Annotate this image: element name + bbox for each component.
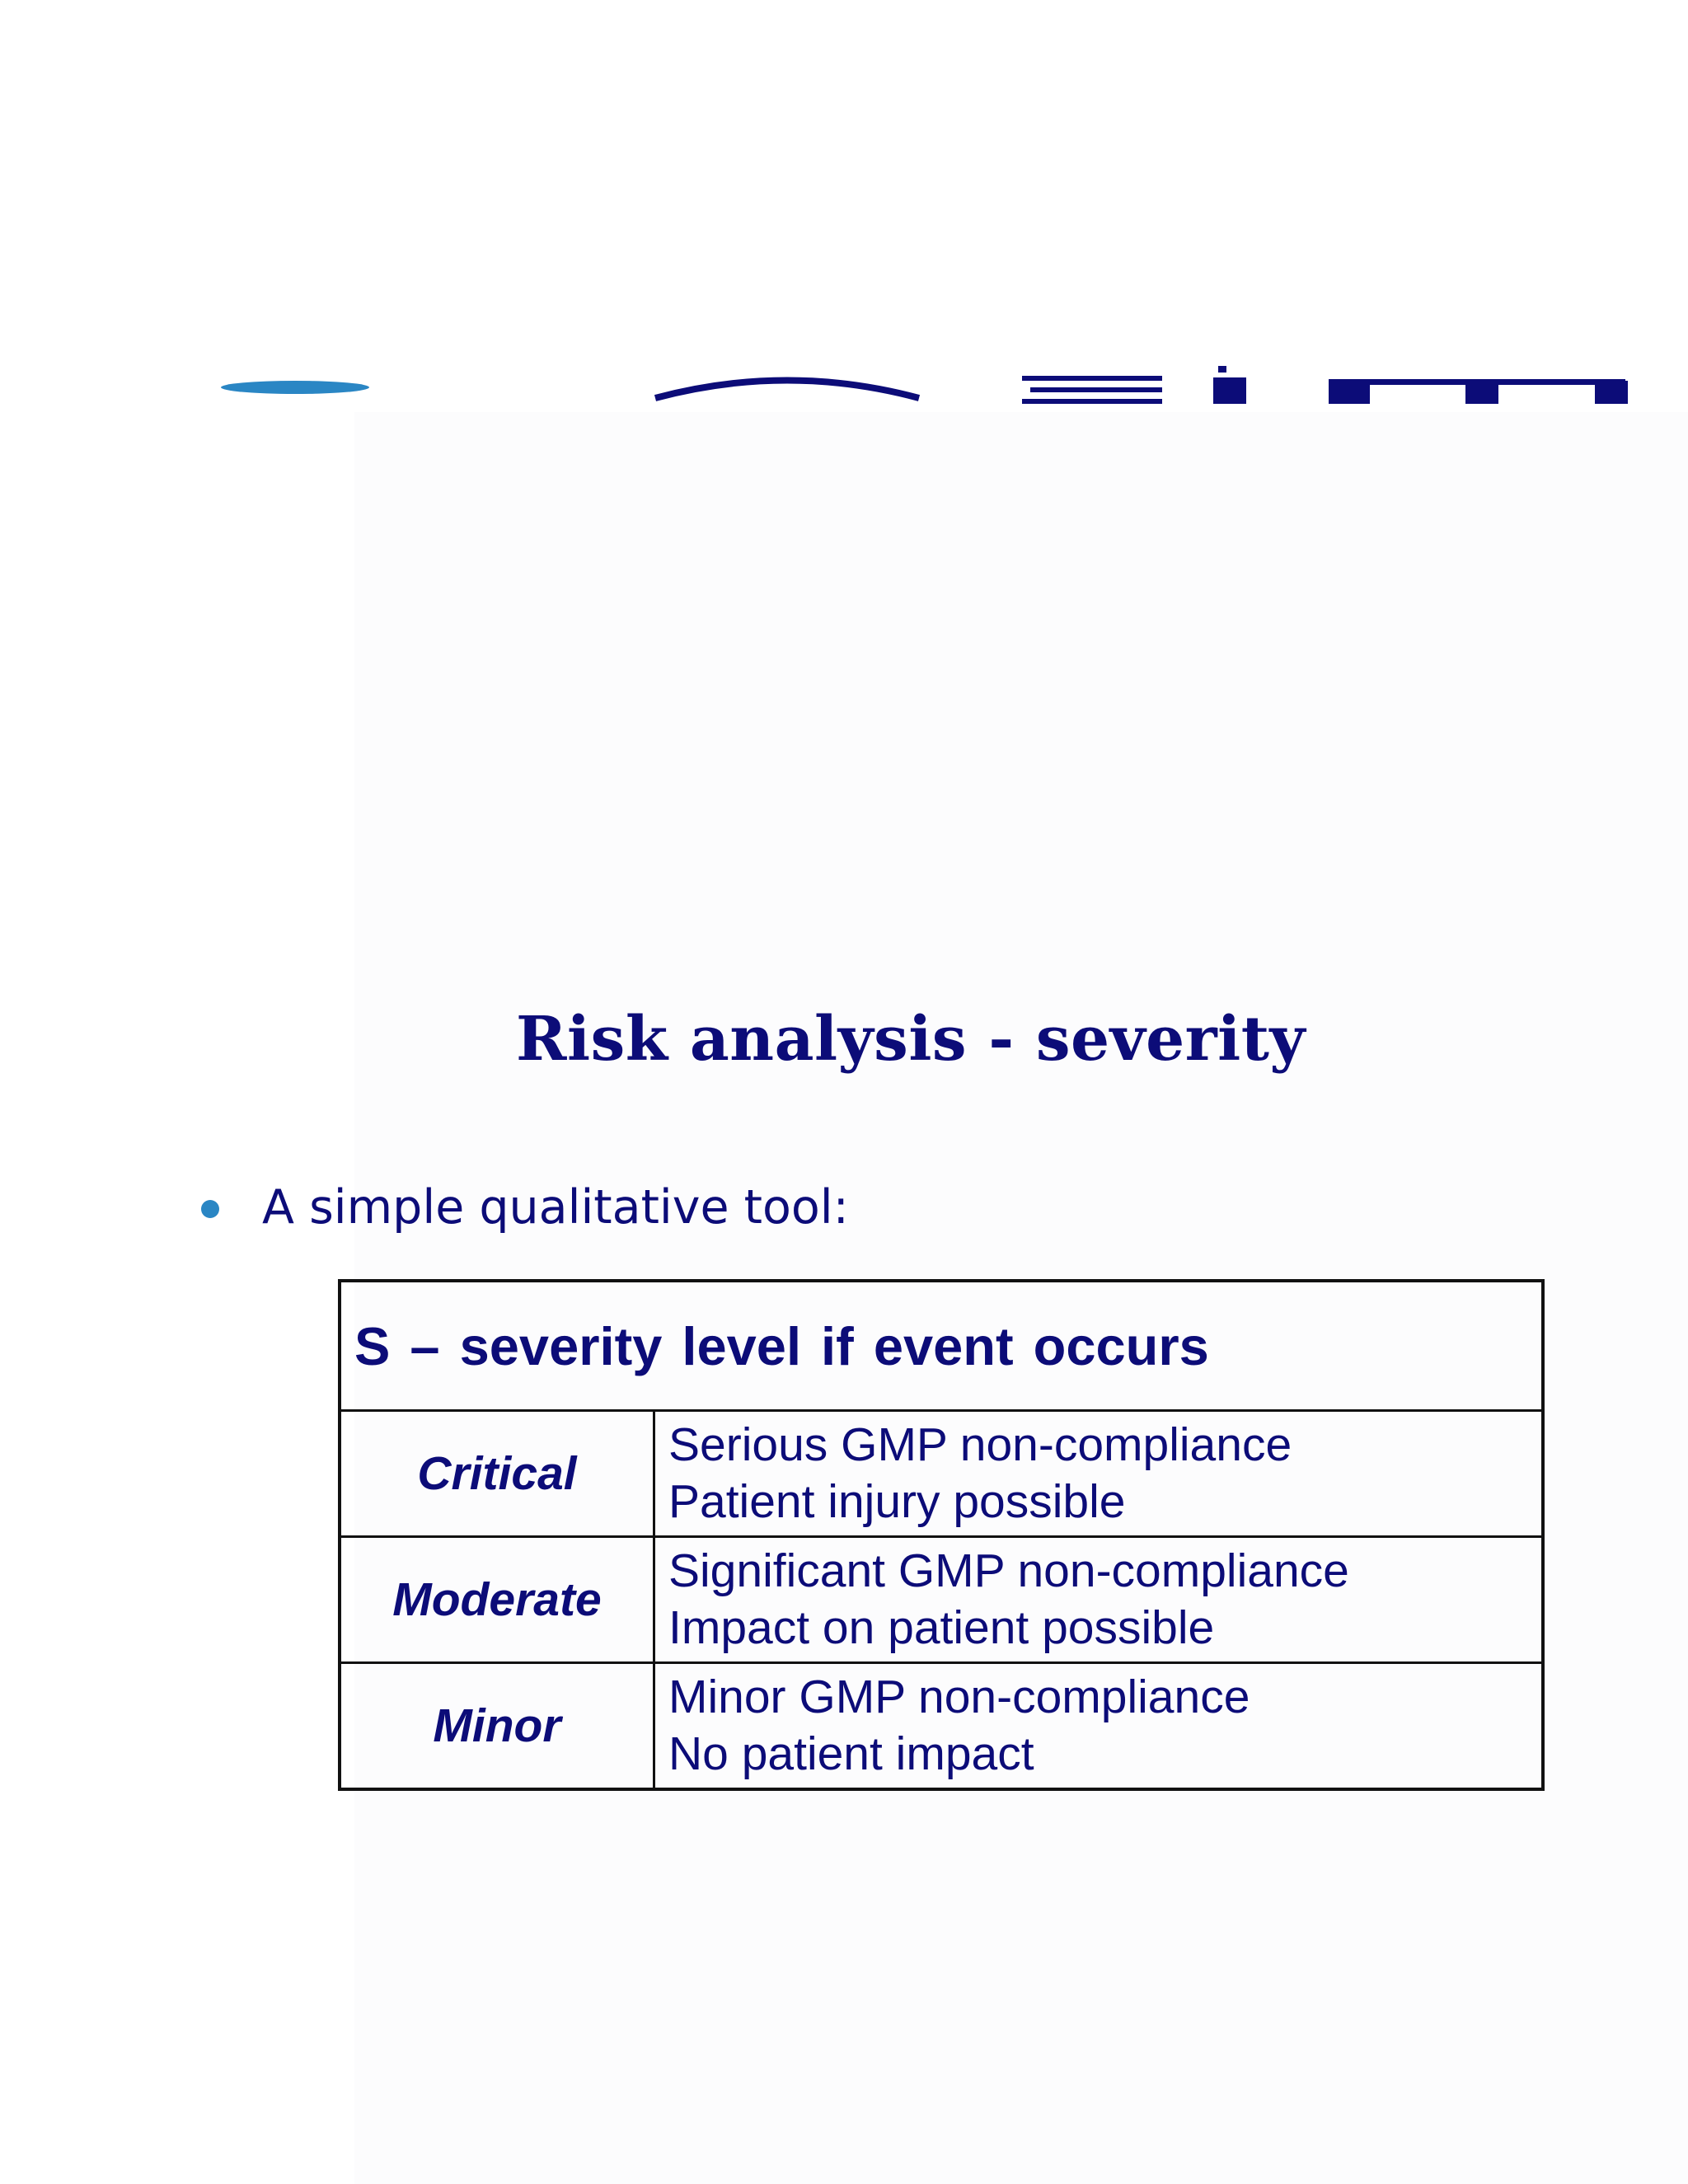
description-line: Significant GMP non-compliance	[668, 1544, 1349, 1597]
table-row-moderate	[340, 1537, 1543, 1663]
table-header: S – severity level if event occurs	[340, 1281, 1543, 1411]
table-header-row	[340, 1281, 1543, 1411]
bullet-text: A simple qualitative tool:	[262, 1180, 849, 1235]
banner-i-mark	[1213, 366, 1246, 404]
severity-level: Moderate	[340, 1537, 654, 1663]
bullet-dot-icon	[201, 1200, 219, 1218]
banner-artifact	[0, 346, 1688, 429]
bullet-item	[201, 1180, 849, 1235]
severity-description	[654, 1663, 1544, 1790]
slide-title: Risk analysis - severity	[516, 1004, 1306, 1075]
banner-dash-mark	[221, 381, 369, 394]
severity-table	[338, 1279, 1545, 1791]
severity-description	[654, 1411, 1544, 1537]
description-line: Patient injury possible	[668, 1475, 1126, 1528]
severity-description	[654, 1537, 1544, 1663]
banner-m-mark	[1329, 379, 1628, 404]
table-row-minor	[340, 1663, 1543, 1790]
description-line: Minor GMP non-compliance	[668, 1671, 1250, 1723]
description-line: Impact on patient possible	[668, 1601, 1215, 1654]
severity-level: Critical	[340, 1411, 654, 1537]
description-line: No patient impact	[668, 1727, 1034, 1780]
banner-s-mark	[1022, 376, 1162, 404]
description-line: Serious GMP non-compliance	[668, 1418, 1292, 1471]
table-row-critical	[340, 1411, 1543, 1537]
severity-level: Minor	[340, 1663, 654, 1790]
banner-caret-mark	[655, 381, 919, 399]
